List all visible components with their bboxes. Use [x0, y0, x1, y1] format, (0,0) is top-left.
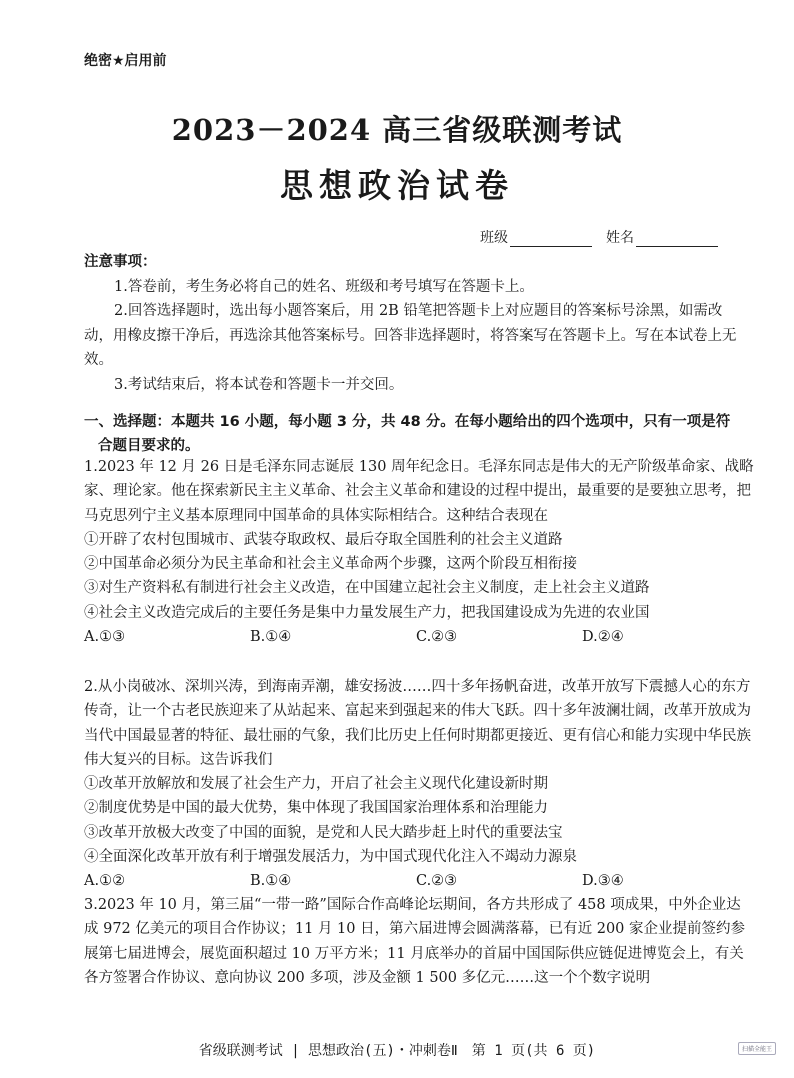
- choice-c: C.②③: [416, 629, 458, 646]
- exam-title: 2023－2024 高三省级联测考试: [171, 113, 623, 147]
- question-1-option-2: ②中国革命必须分为民主革命和社会主义革命两个步骤，这两个阶段互相衔接: [84, 556, 577, 573]
- name-field: [606, 227, 718, 247]
- name-label: 姓名: [606, 230, 634, 246]
- choice-b: B.①④: [250, 629, 292, 646]
- scanner-watermark: 扫描全能王: [738, 1042, 776, 1055]
- choice-a: A.①②: [84, 873, 126, 890]
- question-2-option-3: ③改革开放极大改变了中国的面貌，是党和人民大踏步赶上时代的重要法宝: [84, 824, 563, 841]
- confidential-label: 绝密★启用前: [84, 53, 167, 69]
- choice-a: A.①③: [84, 629, 126, 646]
- question-2: [84, 675, 754, 894]
- question-2-stem: 2.从小岗破冰、深圳兴涛，到海南弄潮，雄安扬波……四十多年扬帆奋进，改革开放写下震撼人心的东方传奇，让一个古老民族迎来了从站起来、富起来到强起来的伟大飞跃。四十多年波澜壮阔，改革开放成为当代中国最显著的特征、最壮丽的气象，我们比历史上任何时期都更接近、更有信心和能力实现中华民族伟大复兴的目标。这告诉我们: [84, 679, 751, 768]
- question-1: [84, 455, 754, 649]
- instruction-item-2: 2.回答选择题时，选出每小题答案后，用 2B 铅笔把答题卡上对应题目的答案标号涂黑，如需改动，用橡皮擦干净后，再选涂其他答案标号。回答非选择题时，将答案写在答题卡上。写在本试卷上无效。: [84, 303, 737, 368]
- question-1-option-1: ①开辟了农村包围城市、武装夺取政权、最后夺取全国胜利的社会主义道路: [84, 531, 563, 548]
- class-field: [480, 227, 592, 247]
- question-2-option-1: ①改革开放解放和发展了社会生产力，开启了社会主义现代化建设新时期: [84, 776, 548, 793]
- instructions: [84, 250, 744, 397]
- question-3-stem: 3.2023 年 10 月，第三届“一带一路”国际合作高峰论坛期间，各方共形成了 458 项成果，中外企业达成 972 亿美元的项目合作协议；11 月 10 日，第六届进博会圆满落幕，已有近 200 家企业提前签约参展第七届进博会，展览面积超过 10 万平方米；11 月底举办的首届中国国际供应链促进博览会上，有关各方签署合作协议、意向协议 200 多项，涉及金额 1 500 多亿元……这一个个数字说明: [84, 897, 746, 986]
- question-2-choices: [84, 869, 754, 893]
- class-label: 班级: [480, 230, 508, 246]
- instructions-heading: 注意事项：: [84, 254, 157, 270]
- choice-d: D.②④: [582, 629, 624, 646]
- page-footer: 省级联测考试 | 思想政治(五)・冲刺卷Ⅱ 第 1 页(共 6 页): [198, 1043, 596, 1059]
- question-1-option-3: ③对生产资料私有制进行社会主义改造，在中国建立起社会主义制度，走上社会主义道路: [84, 580, 650, 597]
- choice-d: D.③④: [582, 873, 624, 890]
- section-heading-line1: 一、选择题：本题共 16 小题，每小题 3 分，共 48 分。在每小题给出的四个选项中，只有一项是符: [84, 414, 731, 430]
- question-1-choices: [84, 625, 754, 649]
- name-blank: [636, 232, 718, 247]
- choice-c: C.②③: [416, 873, 458, 890]
- section-heading: [84, 410, 756, 458]
- class-blank: [510, 232, 592, 247]
- section-heading-line2: 合题目要求的。: [98, 438, 200, 454]
- question-3: [84, 893, 754, 990]
- student-info-fields: [480, 227, 718, 247]
- question-2-option-4: ④全面深化改革开放有利于增强发展活力，为中国式现代化注入不竭动力源泉: [84, 849, 577, 866]
- choice-b: B.①④: [250, 873, 292, 890]
- instruction-item-3: 3.考试结束后，将本试卷和答题卡一并交回。: [114, 376, 404, 393]
- question-1-stem: 1.2023 年 12 月 26 日是毛泽东同志诞辰 130 周年纪念日。毛泽东同志是伟大的无产阶级革命家、战略家、理论家。他在探索新民主主义革命、社会主义革命和建设的过程中提出，最重要的是要独立思考，把马克思列宁主义基本原理同中国革命的具体实际相结合。这种结合表现在: [84, 459, 754, 524]
- instruction-item-1: 1.答卷前，考生务必将自己的姓名、班级和考号填写在答题卡上。: [114, 278, 534, 295]
- exam-subject-title: 思想政治试卷: [280, 166, 514, 205]
- question-2-option-2: ②制度优势是中国的最大优势，集中体现了我国国家治理体系和治理能力: [84, 800, 548, 817]
- question-1-option-4: ④社会主义改造完成后的主要任务是集中力量发展生产力，把我国建设成为先进的农业国: [84, 604, 650, 621]
